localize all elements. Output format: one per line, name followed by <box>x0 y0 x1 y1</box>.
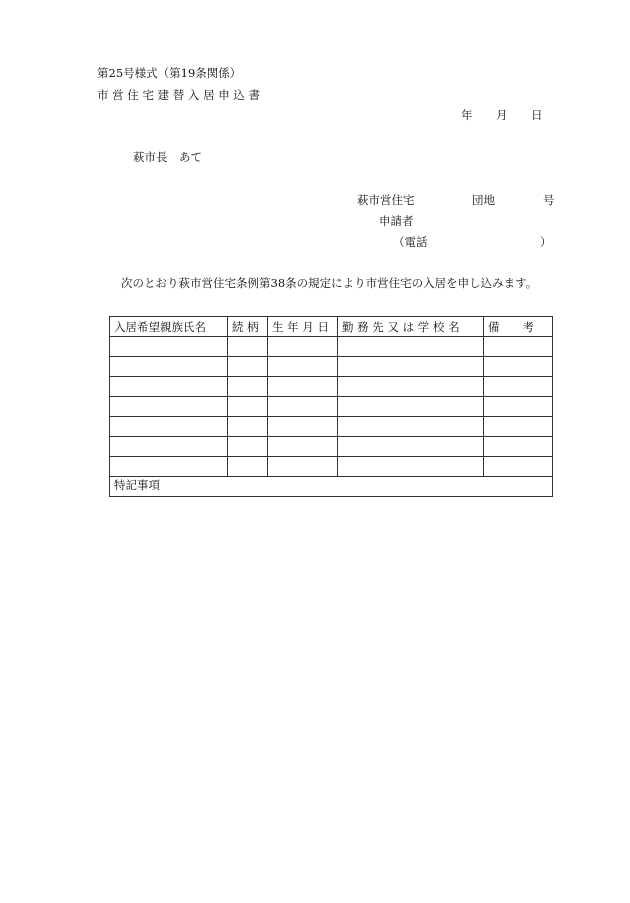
workplace-cell[interactable] <box>338 337 484 357</box>
phone-open: （電話 <box>393 235 428 249</box>
birthdate-cell[interactable] <box>268 417 338 437</box>
housing-label: 萩市営住宅 <box>357 193 415 207</box>
remarks-cell[interactable] <box>484 437 553 457</box>
workplace-cell[interactable] <box>338 397 484 417</box>
table-row <box>110 377 553 397</box>
table-row <box>110 357 553 377</box>
workplace-cell[interactable] <box>338 357 484 377</box>
table-row <box>110 437 553 457</box>
special-notes-label: 特記事項 <box>114 478 160 492</box>
application-statement: 次のとおり萩市営住宅条例第38条の規定により市営住宅の入居を申し込みます。 <box>121 276 538 290</box>
remarks-cell[interactable] <box>484 397 553 417</box>
danchi-label: 団地 <box>472 193 495 207</box>
birthdate-cell[interactable] <box>268 457 338 477</box>
table-row <box>110 457 553 477</box>
workplace-cell[interactable] <box>338 377 484 397</box>
applicant-label: 申請者 <box>379 214 414 228</box>
name-cell[interactable] <box>110 457 228 477</box>
remarks-cell[interactable] <box>484 357 553 377</box>
form-title: 市 営 住 宅 建 替 入 居 申 込 書 <box>97 88 261 102</box>
col-header-birthdate: 生 年 月 日 <box>268 317 338 337</box>
remarks-cell[interactable] <box>484 457 553 477</box>
name-cell[interactable] <box>110 397 228 417</box>
applicant-family-table <box>109 316 553 497</box>
birthdate-cell[interactable] <box>268 437 338 457</box>
number-label: 号 <box>543 193 555 207</box>
addressee: 萩市長 あて <box>133 150 202 164</box>
remarks-cell[interactable] <box>484 417 553 437</box>
special-notes-cell[interactable] <box>110 477 553 497</box>
form-number: 第25号様式（第19条関係） <box>97 66 242 80</box>
relationship-cell[interactable] <box>228 417 268 437</box>
table-row <box>110 337 553 357</box>
date-month-label: 月 <box>496 108 508 122</box>
table-row <box>110 417 553 437</box>
date-year-label: 年 <box>461 108 473 122</box>
date-day-label: 日 <box>531 108 543 122</box>
birthdate-cell[interactable] <box>268 357 338 377</box>
name-cell[interactable] <box>110 417 228 437</box>
name-cell[interactable] <box>110 437 228 457</box>
workplace-cell[interactable] <box>338 417 484 437</box>
relationship-cell[interactable] <box>228 337 268 357</box>
relationship-cell[interactable] <box>228 377 268 397</box>
workplace-cell[interactable] <box>338 457 484 477</box>
name-cell[interactable] <box>110 337 228 357</box>
name-cell[interactable] <box>110 357 228 377</box>
relationship-cell[interactable] <box>228 397 268 417</box>
col-header-relationship: 続 柄 <box>228 317 268 337</box>
remarks-cell[interactable] <box>484 337 553 357</box>
col-header-remarks: 備 考 <box>484 317 553 337</box>
phone-close: ） <box>540 235 552 249</box>
relationship-cell[interactable] <box>228 437 268 457</box>
birthdate-cell[interactable] <box>268 377 338 397</box>
birthdate-cell[interactable] <box>268 397 338 417</box>
name-cell[interactable] <box>110 377 228 397</box>
remarks-cell[interactable] <box>484 377 553 397</box>
col-header-workplace-school: 勤 務 先 又 は 学 校 名 <box>338 317 484 337</box>
birthdate-cell[interactable] <box>268 337 338 357</box>
relationship-cell[interactable] <box>228 457 268 477</box>
table-row <box>110 397 553 417</box>
workplace-cell[interactable] <box>338 437 484 457</box>
notes-row <box>110 477 553 497</box>
relationship-cell[interactable] <box>228 357 268 377</box>
col-header-name: 入居希望親族氏名 <box>110 317 228 337</box>
table-header-row <box>110 317 553 337</box>
